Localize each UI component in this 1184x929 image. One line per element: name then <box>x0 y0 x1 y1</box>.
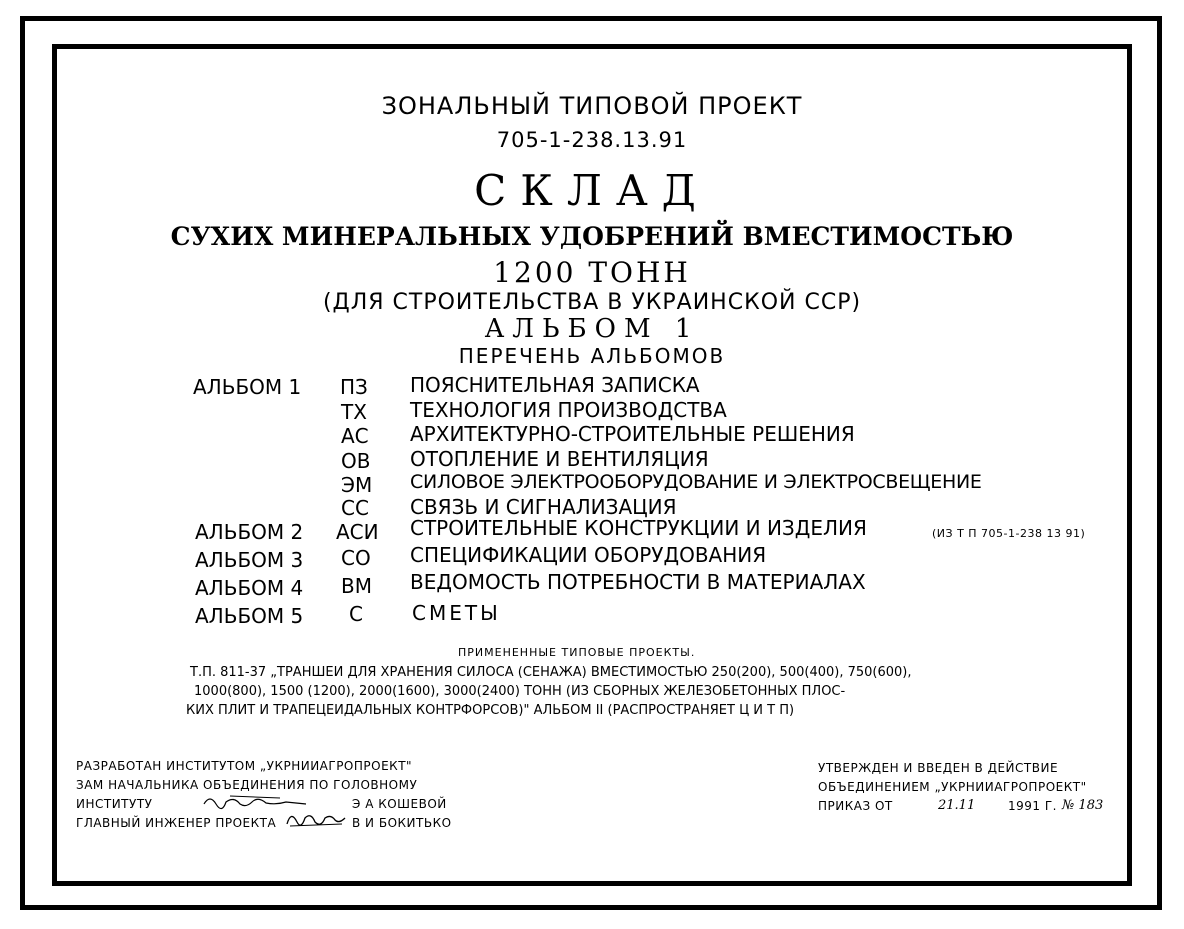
section-name: СИЛОВОЕ ЭЛЕКТРООБОРУДОВАНИЕ И ЭЛЕКТРОСВЕЩЕНИЕ <box>410 471 982 493</box>
approval-date: 21.11 <box>938 798 976 813</box>
section-name: СТРОИТЕЛЬНЫЕ КОНСТРУКЦИИ И ИЗДЕЛИЯ <box>410 516 867 540</box>
album-label: АЛЬБОМ 3 <box>195 548 304 572</box>
developer-name: Э А КОШЕВОЙ <box>352 797 447 811</box>
section-code: ПЗ <box>340 375 368 399</box>
section-code: СС <box>341 496 369 520</box>
zonal-project-heading: ЗОНАЛЬНЫЙ ТИПОВОЙ ПРОЕКТ <box>381 92 803 120</box>
developer-name: В И БОКИТЬКО <box>352 816 452 830</box>
section-code: АСИ <box>336 520 379 544</box>
section-name: АРХИТЕКТУРНО-СТРОИТЕЛЬНЫЕ РЕШЕНИЯ <box>410 422 855 446</box>
section-name: СВЯЗЬ И СИГНАЛИЗАЦИЯ <box>410 495 677 519</box>
purpose: (ДЛЯ СТРОИТЕЛЬСТВА В УКРАИНСКОЙ ССР) <box>322 290 862 315</box>
section-code: ТХ <box>341 400 367 424</box>
section-name: ОТОПЛЕНИЕ И ВЕНТИЛЯЦИЯ <box>410 447 709 471</box>
section-name: ВЕДОМОСТЬ ПОТРЕБНОСТИ В МАТЕРИАЛАХ <box>410 570 866 594</box>
albums-list-title: ПЕРЕЧЕНЬ АЛЬБОМОВ <box>458 344 726 368</box>
applied-projects-title: ПРИМЕНЕННЫЕ ТИПОВЫЕ ПРОЕКТЫ. <box>458 646 696 659</box>
applied-projects-line: КИХ ПЛИТ И ТРАПЕЦЕИДАЛЬНЫХ КОНТРФОРСОВ)" АЛЬБОМ II (РАСПРОСТРАНЯЕТ Ц И Т П) <box>186 703 795 718</box>
section-note: (ИЗ Т П 705-1-238 13 91) <box>932 527 1086 540</box>
section-code: ОВ <box>341 449 371 473</box>
section-code: СО <box>341 546 371 570</box>
section-code: ЭМ <box>341 473 373 497</box>
approval-line: ОБЪЕДИНЕНИЕМ „УКРНИИАГРОПРОЕКТ" <box>818 780 1087 794</box>
section-code: ВМ <box>341 574 372 598</box>
developer-line: РАЗРАБОТАН ИНСТИТУТОМ „УКРНИИАГРОПРОЕКТ" <box>76 759 413 773</box>
project-number: 705-1-238.13.91 <box>496 128 688 152</box>
section-name: СПЕЦИФИКАЦИИ ОБОРУДОВАНИЯ <box>410 543 767 567</box>
applied-projects-line: 1000(800), 1500 (1200), 2000(1600), 3000(2400) ТОНН (ИЗ СБОРНЫХ ЖЕЛЕЗОБЕТОННЫХ ПЛОС- <box>194 684 846 699</box>
section-code: АС <box>341 424 369 448</box>
approval-line: УТВЕРЖДЕН И ВВЕДЕН В ДЕЙСТВИЕ <box>818 761 1059 775</box>
section-name: СМЕТЫ <box>412 601 501 625</box>
developer-line: ИНСТИТУТУ <box>76 797 153 811</box>
approval-line: ПРИКАЗ ОТ <box>818 799 893 813</box>
document-title: СКЛАД <box>474 166 710 215</box>
document-subtitle: СУХИХ МИНЕРАЛЬНЫХ УДОБРЕНИЙ ВМЕСТИМОСТЬЮ <box>170 222 1014 251</box>
capacity: 1200 ТОНН <box>493 256 691 289</box>
developer-line: ЗАМ НАЧАЛЬНИКА ОБЪЕДИНЕНИЯ ПО ГОЛОВНОМУ <box>76 778 418 792</box>
section-code: С <box>349 602 363 626</box>
signature-bokitko <box>284 808 350 832</box>
album-label: АЛЬБОМ 1 <box>193 375 302 399</box>
album-label: АЛЬБОМ 2 <box>195 520 304 544</box>
applied-projects-line: Т.П. 811-37 „ТРАНШЕИ ДЛЯ ХРАНЕНИЯ СИЛОСА (СЕНАЖА) ВМЕСТИМОСТЬЮ 250(200), 500(400), 750(600), <box>190 665 912 680</box>
album-label: АЛЬБОМ 4 <box>195 576 304 600</box>
album-number: АЛЬБОМ 1 <box>484 314 700 344</box>
section-name: ПОЯСНИТЕЛЬНАЯ ЗАПИСКА <box>410 373 700 397</box>
approval-year: 1991 Г. <box>1008 799 1057 813</box>
developer-line: ГЛАВНЫЙ ИНЖЕНЕР ПРОЕКТА <box>76 816 277 830</box>
section-name: ТЕХНОЛОГИЯ ПРОИЗВОДСТВА <box>410 398 727 422</box>
approval-order-number: № 183 <box>1062 798 1104 813</box>
album-label: АЛЬБОМ 5 <box>195 604 304 628</box>
